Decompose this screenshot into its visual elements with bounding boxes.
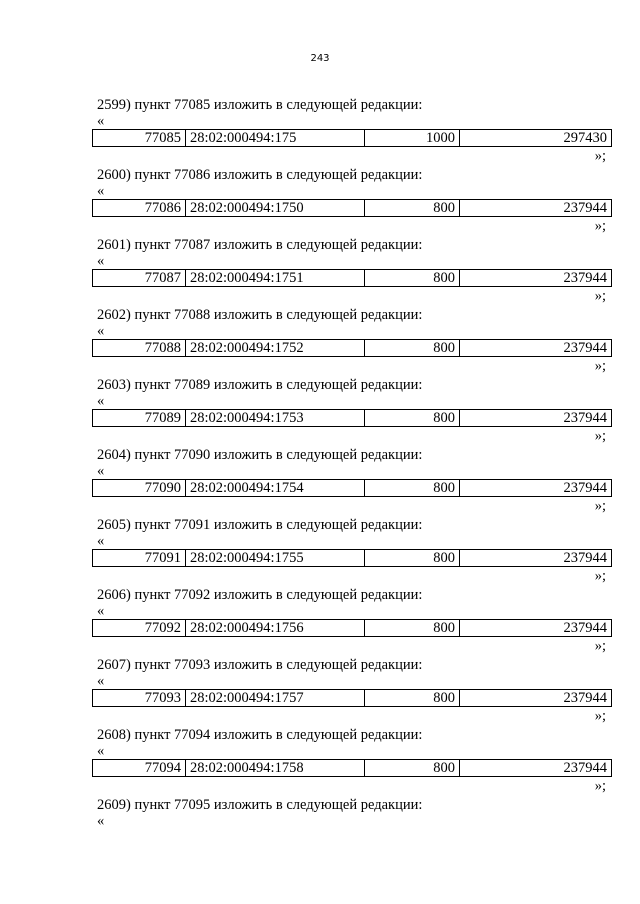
value-cell: 237944 [460,760,612,777]
final-heading: 2609) пункт 77095 изложить в следующей редакции: [97,797,423,813]
area-cell: 800 [365,200,460,217]
table-row [93,410,612,427]
amendment-table [92,479,612,497]
area-cell: 800 [365,550,460,567]
amendment-item [97,446,609,516]
opening-quote: « [97,393,105,409]
value-cell: 237944 [460,620,612,637]
amendment-table [92,199,612,217]
value-cell: 237944 [460,480,612,497]
value-cell: 237944 [460,270,612,287]
area-cell: 800 [365,270,460,287]
cadastral-number-cell: 28:02:000494:1751 [186,270,365,287]
item-number-cell: 77089 [93,410,186,427]
item-number-cell: 77093 [93,690,186,707]
amendment-heading: 2600) пункт 77086 изложить в следующей редакции: [97,167,423,183]
closing-quote: »; [594,428,606,444]
amendment-table [92,759,612,777]
cadastral-number-cell: 28:02:000494:1752 [186,340,365,357]
opening-quote: « [97,253,105,269]
area-cell: 800 [365,480,460,497]
item-number-cell: 77088 [93,340,186,357]
cadastral-number-cell: 28:02:000494:1755 [186,550,365,567]
amendment-table [92,269,612,287]
closing-quote: »; [594,778,606,794]
amendment-item [97,516,609,586]
opening-quote: « [97,113,105,129]
closing-quote: »; [594,358,606,374]
document-body [97,96,609,829]
amendment-heading: 2605) пункт 77091 изложить в следующей редакции: [97,517,423,533]
item-number-cell: 77090 [93,480,186,497]
value-cell: 237944 [460,690,612,707]
value-cell: 237944 [460,550,612,567]
amendment-table [92,409,612,427]
amendment-heading: 2599) пункт 77085 изложить в следующей редакции: [97,97,423,113]
opening-quote: « [97,183,105,199]
amendment-table [92,619,612,637]
amendment-heading: 2608) пункт 77094 изложить в следующей редакции: [97,727,423,743]
cadastral-number-cell: 28:02:000494:1756 [186,620,365,637]
table-row [93,480,612,497]
amendment-item [97,726,609,796]
area-cell: 1000 [365,130,460,147]
cadastral-number-cell: 28:02:000494:175 [186,130,365,147]
item-number-cell: 77086 [93,200,186,217]
amendment-table [92,689,612,707]
closing-quote: »; [594,218,606,234]
item-number-cell: 77085 [93,130,186,147]
closing-quote: »; [594,498,606,514]
cadastral-number-cell: 28:02:000494:1750 [186,200,365,217]
table-row [93,340,612,357]
item-number-cell: 77094 [93,760,186,777]
table-row [93,690,612,707]
table-row [93,760,612,777]
amendment-item [97,376,609,446]
cadastral-number-cell: 28:02:000494:1758 [186,760,365,777]
item-number-cell: 77092 [93,620,186,637]
amendment-item [97,96,609,166]
amendment-item [97,166,609,236]
amendment-item [97,236,609,306]
amendment-item [97,586,609,656]
opening-quote: « [97,673,105,689]
opening-quote: « [97,603,105,619]
item-number-cell: 77091 [93,550,186,567]
table-row [93,550,612,567]
amendment-heading: 2606) пункт 77092 изложить в следующей редакции: [97,587,423,603]
area-cell: 800 [365,620,460,637]
value-cell: 237944 [460,200,612,217]
page-number: 243 [310,53,330,64]
item-number-cell: 77087 [93,270,186,287]
value-cell: 297430 [460,130,612,147]
area-cell: 800 [365,690,460,707]
amendment-table [92,129,612,147]
amendment-heading: 2602) пункт 77088 изложить в следующей редакции: [97,307,423,323]
closing-quote: »; [594,568,606,584]
opening-quote: « [97,533,105,549]
final-opening-quote: « [97,813,105,829]
table-row [93,200,612,217]
table-row [93,130,612,147]
amendment-heading: 2601) пункт 77087 изложить в следующей редакции: [97,237,423,253]
table-row [93,620,612,637]
opening-quote: « [97,323,105,339]
cadastral-number-cell: 28:02:000494:1754 [186,480,365,497]
cadastral-number-cell: 28:02:000494:1757 [186,690,365,707]
amendment-heading: 2604) пункт 77090 изложить в следующей редакции: [97,447,423,463]
closing-quote: »; [594,288,606,304]
value-cell: 237944 [460,410,612,427]
opening-quote: « [97,463,105,479]
closing-quote: »; [594,638,606,654]
amendment-item [97,306,609,376]
area-cell: 800 [365,410,460,427]
area-cell: 800 [365,760,460,777]
table-row [93,270,612,287]
amendment-heading: 2607) пункт 77093 изложить в следующей редакции: [97,657,423,673]
amendment-heading: 2603) пункт 77089 изложить в следующей редакции: [97,377,423,393]
amendment-item [97,656,609,726]
cadastral-number-cell: 28:02:000494:1753 [186,410,365,427]
amendment-table [92,339,612,357]
closing-quote: »; [594,148,606,164]
amendment-table [92,549,612,567]
opening-quote: « [97,743,105,759]
area-cell: 800 [365,340,460,357]
closing-quote: »; [594,708,606,724]
value-cell: 237944 [460,340,612,357]
